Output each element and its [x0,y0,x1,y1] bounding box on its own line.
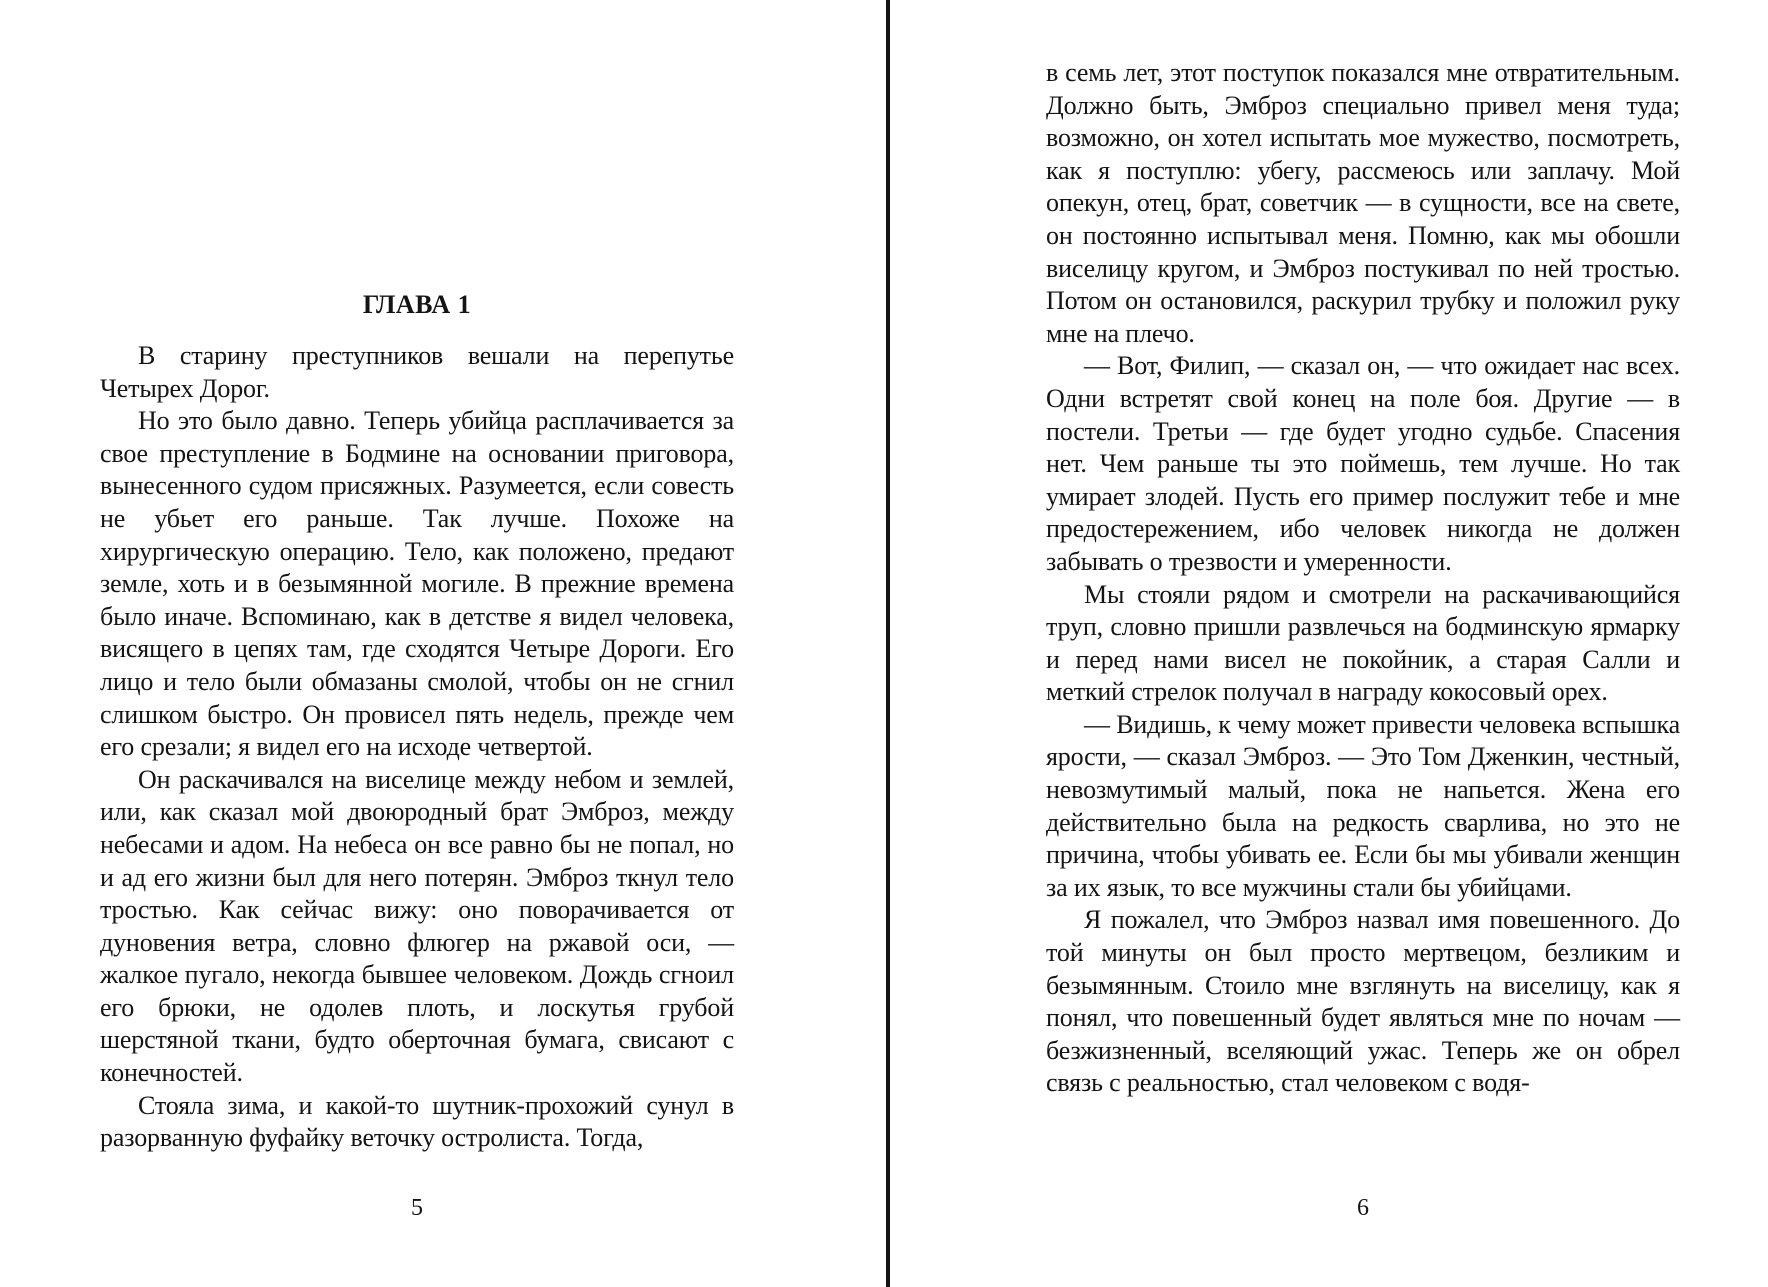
left-page-text [100,340,734,1155]
page-number: 6 [1357,1195,1369,1221]
right-page-text [1046,57,1680,1100]
paragraph-continuation: в семь лет, этот поступок показался мне отвратительным. Должно быть, Эмброз специально привел меня туда; возможно, он хотел испытать мое мужество, посмотреть, как я поступлю: убегу, рассмеюсь или заплачу. Мой опекун, отец, брат, советчик — в сущности, все на свете, он постоянно испытывал меня. Помню, как мы обошли виселицу кругом, и Эмброз постукивал по ней тростью. Потом он остановился, раскурил трубку и положил руку мне на плечо. [1046,58,1680,348]
paragraph: — Видишь, к чему может привести человека вспышка ярости, — сказал Эмброз. — Это Том Дженкин, честный, невозмутимый малый, пока не напьется. Жена его действительно была на редкость сварлива, но это не причина, чтобы убивать ее. Если бы мы убивали женщин за их язык, то все мужчины стали бы убийцами. [1046,709,1680,902]
paragraph: Стояла зима, и какой-то шутник-прохожий сунул в разорванную фуфайку веточку остролиста. Тогда, [100,1090,734,1153]
right-page [1046,0,1680,1287]
paragraph: В старину преступников вешали на перепутье Четырех Дорог. [100,341,734,403]
paragraph: — Вот, Филип, — сказал он, — что ожидает нас всех. Одни встретят свой конец на поле боя. Другие — в постели. Третьи — где будет угодно судьбе. Спасения нет. Чем раньше ты это поймешь, тем лучше. Но так умирает злодей. Пусть его пример послужит тебе и мне предостережением, ибо человек никогда не должен забывать о трезвости и умеренности. [1046,351,1680,576]
page-number: 5 [411,1195,423,1221]
chapter-title: ГЛАВА 1 [362,290,472,319]
paragraph: Я пожалел, что Эмброз назвал имя повешенного. До той минуты он был просто мертвецом, безликим и безымянным. Стоило мне взглянуть на виселицу, как я понял, что повешенный будет являться мне по ночам — безжизненный, вселяющий ужас. Теперь же он обрел связь с реальностью, стал человеком с водя- [1046,905,1680,1098]
left-page [100,0,734,1287]
page-gutter-divider [886,0,890,1287]
paragraph: Мы стояли рядом и смотрели на раскачивающийся труп, словно пришли развлечься на бодминскую ярмарку и перед нами висел не покойник, а старая Салли и меткий стрелок получал в награду кокосовый орех. [1046,579,1680,707]
paragraph: Он раскачивался на виселице между небом и землей, или, как сказал мой двоюродный брат Эмброз, между небесами и адом. На небеса он все равно бы не попал, но и ад его жизни был для него потерян. Эмброз ткнул тело тростью. Как сейчас вижу: оно поворачивается от дуновения ветра, словно флюгер на ржавой оси, — жалкое пугало, некогда бывшее человеком. Дождь сгноил его брюки, не одолев плоть, и лоскутья грубой шерстяной ткани, будто оберточная бумага, свисают с конечностей. [100,764,734,1088]
paragraph: Но это было давно. Теперь убийца расплачивается за свое преступление в Бодмине на основании приговора, вынесенного судом присяжных. Разумеется, если совесть не убьет его раньше. Так лучше. Похоже на хирургическую операцию. Тело, как положено, предают земле, хоть и в безымянной могиле. В прежние времена было иначе. Вспоминаю, как в детстве я видел человека, висящего в цепях там, где сходятся Четыре Дороги. Его лицо и тело были обмазаны смолой, чтобы он не сгнил слишком быстро. Он провисел пять недель, прежде чем его срезали; я видел его на исходе четвертой. [100,406,734,762]
